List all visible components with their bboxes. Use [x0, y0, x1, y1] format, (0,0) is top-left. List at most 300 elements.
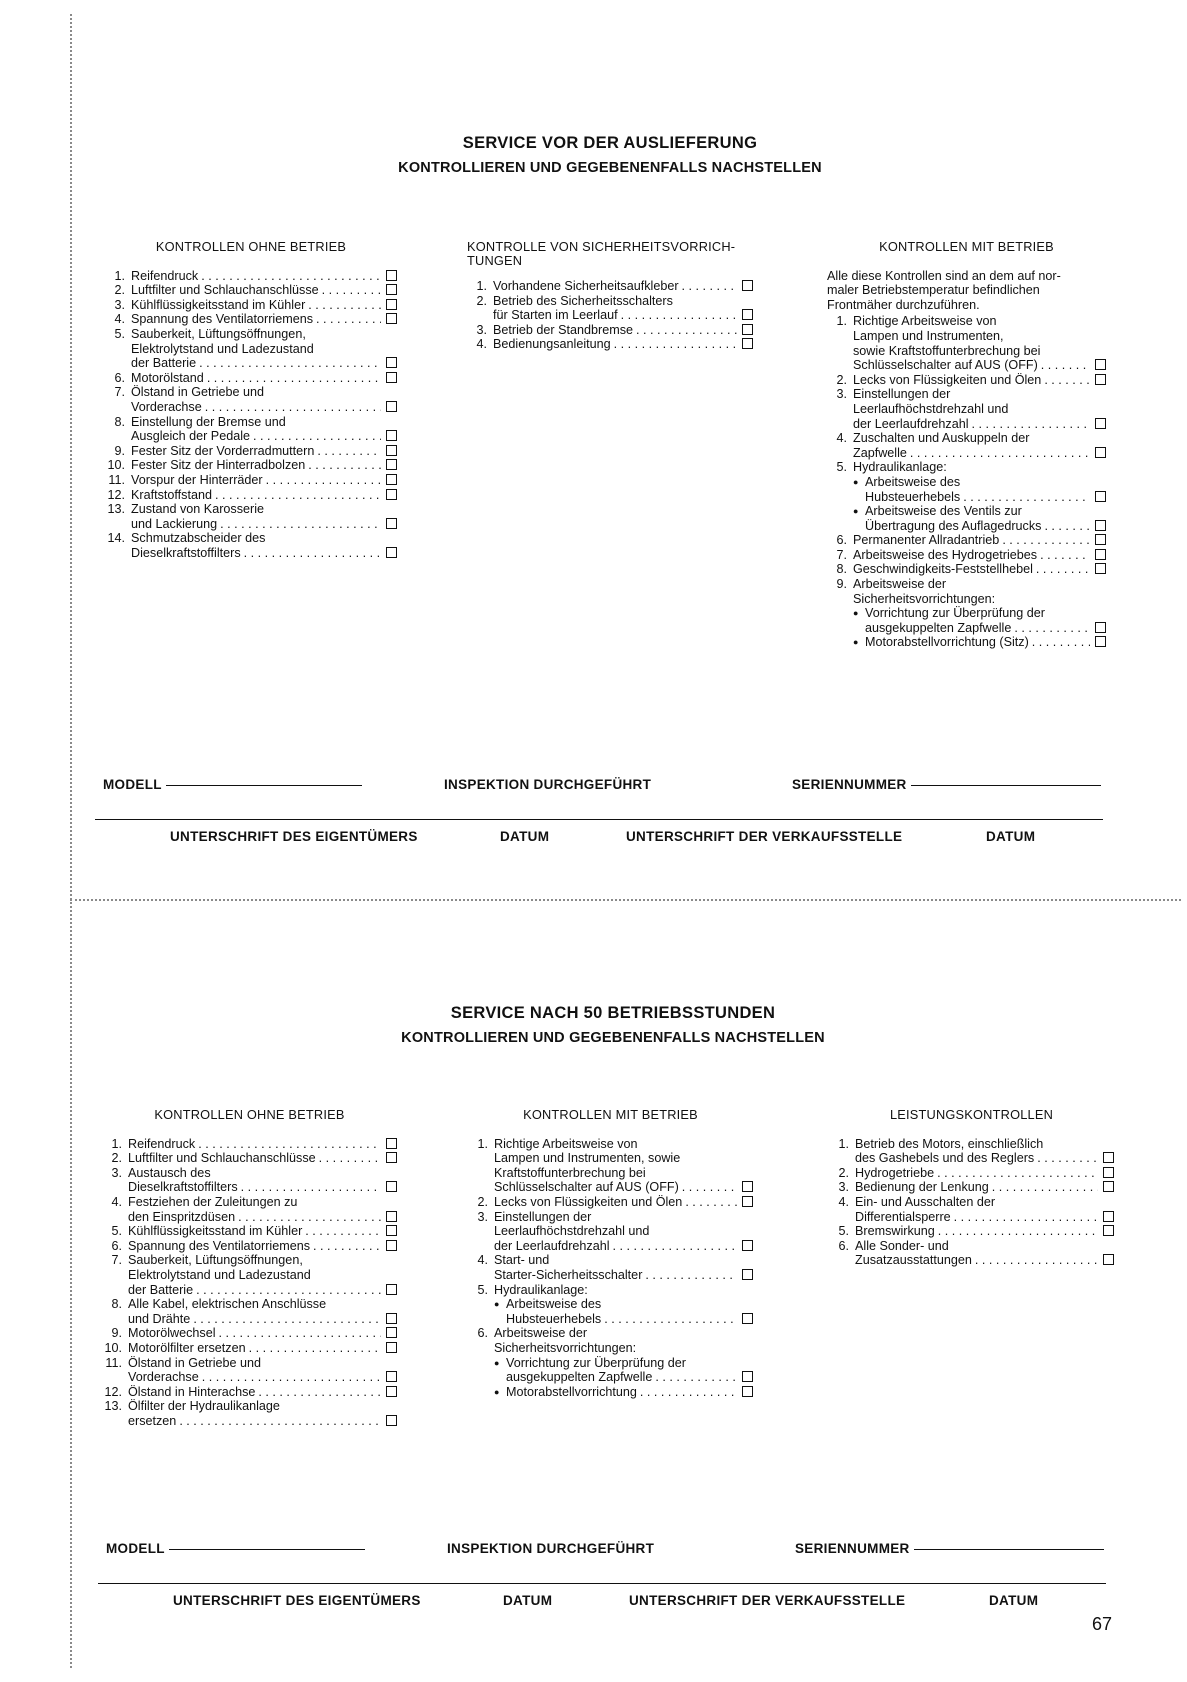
leader-dots [1044, 373, 1090, 388]
item-number: 3. [477, 1209, 488, 1224]
checkbox[interactable] [742, 324, 753, 335]
checkbox[interactable] [1095, 534, 1106, 545]
item-text: Leerlaufhöchstdrehzahl und [853, 401, 1009, 416]
checkbox[interactable] [386, 313, 397, 324]
checklist-item [105, 473, 397, 488]
checklist-item [827, 548, 1106, 563]
checkbox[interactable] [1103, 1167, 1114, 1178]
checklist-item [105, 371, 397, 386]
leader-dots [238, 1210, 381, 1225]
checklist-item [102, 1151, 397, 1166]
item-text: und Lackierung [131, 516, 218, 531]
checkbox[interactable] [742, 1371, 753, 1382]
leader-dots [308, 458, 381, 473]
item-text: Arbeitsweise des Hydrogetriebes [853, 547, 1038, 562]
checkbox[interactable] [386, 445, 397, 456]
intro-line: Alle diese Kontrollen sind an dem auf nor- [827, 268, 1061, 283]
checklist-item [105, 444, 397, 459]
item-text: den Einspritzdüsen [128, 1209, 236, 1224]
checklist-item [468, 1210, 753, 1254]
item-text: der Leerlaufdrehzahl [494, 1238, 610, 1253]
checklist-item [468, 1253, 753, 1282]
section-subtitle: KONTROLLIEREN UND GEGEBENENFALLS NACHSTELLEN [401, 1030, 825, 1046]
item-text: Sicherheitsvorrichtungen: [494, 1340, 637, 1355]
seriennummer-line [914, 1548, 1104, 1550]
leader-dots [220, 517, 381, 532]
checkbox[interactable] [386, 1138, 397, 1149]
leader-dots [317, 444, 381, 459]
checklist-item [105, 283, 397, 298]
checkbox[interactable] [386, 518, 397, 529]
checkbox[interactable] [386, 474, 397, 485]
item-text: Sauberkeit, Lüftungsöffnungen, [131, 326, 306, 341]
checkbox[interactable] [742, 1386, 753, 1397]
item-number: 1. [836, 314, 847, 329]
item-number: 9. [114, 443, 125, 458]
checklist-item [102, 1385, 397, 1400]
leader-dots [910, 446, 1090, 461]
perforation-vertical [70, 14, 72, 1668]
item-text: Luftfilter und Schlauchanschlüsse [128, 1151, 316, 1166]
bullet-item [853, 606, 1106, 635]
leader-dots [193, 1312, 381, 1327]
item-number: 13. [104, 1399, 122, 1414]
leader-dots [308, 298, 381, 313]
checkbox[interactable] [1095, 418, 1106, 429]
checklist-item [827, 562, 1106, 577]
item-number: 1. [838, 1136, 849, 1151]
item-text: Differentialsperre [855, 1209, 951, 1224]
col-heading: KONTROLLEN OHNE BETRIEB [155, 239, 347, 254]
leader-dots [313, 1239, 381, 1254]
checklist-item [105, 312, 397, 327]
checklist-item [102, 1166, 397, 1195]
checkbox[interactable] [742, 1269, 753, 1280]
leader-dots [937, 1166, 1098, 1181]
checklist-item [105, 415, 397, 444]
item-number: 8. [111, 1297, 122, 1312]
item-text: Spannung des Ventilatorriemens [131, 312, 314, 327]
checkbox[interactable] [1095, 563, 1106, 574]
checklist-item [102, 1356, 397, 1385]
leader-dots [621, 308, 737, 323]
item-text: Bedienungsanleitung [493, 337, 611, 352]
checkbox[interactable] [742, 1240, 753, 1251]
checklist-item [105, 385, 397, 414]
item-number: 14. [107, 531, 125, 546]
item-text: des Gashebels und des Reglers [855, 1151, 1035, 1166]
item-text: der Batterie [128, 1282, 194, 1297]
item-text: ausgekuppelten Zapfwelle [506, 1370, 653, 1385]
section-subtitle: KONTROLLIEREN UND GEGEBENENFALLS NACHSTELLEN [398, 160, 822, 176]
item-text: für Starten im Leerlauf [493, 308, 618, 323]
item-number: 8. [836, 562, 847, 577]
item-text: Zapfwelle [853, 445, 907, 460]
leader-dots [241, 1180, 381, 1195]
leader-dots [179, 1414, 381, 1429]
owner-signature-label: UNTERSCHRIFT DES EIGENTÜMERS [170, 829, 418, 844]
item-text: Ölstand in Getriebe und [128, 1355, 262, 1370]
item-text: Lecks von Flüssigkeiten und Ölen [494, 1194, 683, 1209]
item-number: 5. [477, 1282, 488, 1297]
checklist-item [827, 533, 1106, 548]
bullet-item [853, 504, 1106, 533]
col-heading: KONTROLLEN OHNE BETRIEB [154, 1107, 345, 1122]
item-number: 11. [105, 1355, 122, 1370]
item-number: 4. [836, 431, 847, 446]
signature-line [95, 819, 1103, 820]
item-text: Austausch des [128, 1165, 211, 1180]
item-text: Dieselkraftstoffilters [128, 1180, 238, 1195]
item-number: 4. [477, 1253, 488, 1268]
item-text: Bremswirkung [855, 1224, 935, 1239]
item-number: 2. [111, 1151, 122, 1166]
item-text: ● Motorabstellvorrichtung (Sitz) [865, 635, 1029, 650]
checkbox[interactable] [386, 401, 397, 412]
item-text: Ölstand in Hinterachse [128, 1384, 256, 1399]
item-number: 13. [107, 502, 125, 517]
checkbox[interactable] [742, 338, 753, 349]
checkbox[interactable] [386, 547, 397, 558]
checkbox[interactable] [1103, 1254, 1114, 1265]
checkbox[interactable] [386, 270, 397, 281]
leader-dots [1037, 1151, 1098, 1166]
checkbox[interactable] [386, 1211, 397, 1222]
col-heading: KONTROLLEN MIT BETRIEB [523, 1107, 698, 1122]
section-pre-delivery [95, 134, 1125, 844]
checklist-item [102, 1137, 397, 1152]
item-text: Zusatzausstattungen [855, 1253, 972, 1268]
item-number: 4. [476, 337, 487, 352]
item-text: Alle Kabel, elektrischen Anschlüsse [128, 1297, 327, 1312]
inspektion-label: INSPEKTION DURCHGEFÜHRT [444, 777, 652, 792]
seriennummer-label: SERIENNUMMER [792, 777, 907, 792]
checklist-item [468, 1195, 753, 1210]
item-text: ersetzen [128, 1413, 177, 1428]
checklist-item [102, 1297, 397, 1326]
modell-field[interactable] [103, 777, 362, 792]
item-text: Geschwindigkeits-Feststellhebel [853, 562, 1033, 577]
checklist-item [102, 1326, 397, 1341]
checkbox[interactable] [386, 459, 397, 470]
date-label: DATUM [500, 829, 550, 844]
checkbox[interactable] [1095, 491, 1106, 502]
item-text: Reifendruck [131, 268, 199, 283]
leader-dots [614, 337, 737, 352]
item-text: ● Vorrichtung zur Überprüfung der [506, 1355, 686, 1370]
item-text: Alle Sonder- und [855, 1238, 949, 1253]
item-number: 1. [114, 268, 125, 283]
item-number: 7. [114, 385, 125, 400]
item-number: 6. [477, 1326, 488, 1341]
checkbox[interactable] [1103, 1181, 1114, 1192]
item-number: 7. [111, 1253, 122, 1268]
checkbox[interactable] [386, 299, 397, 310]
modell-line [166, 784, 362, 786]
item-text: Reifendruck [128, 1136, 196, 1151]
item-text: Vorderachse [131, 399, 202, 414]
item-number: 6. [111, 1238, 122, 1253]
leader-dots [1040, 548, 1090, 563]
seriennummer-field[interactable] [792, 777, 1101, 792]
item-text: und Drähte [128, 1311, 191, 1326]
item-text: Motorölwechsel [128, 1326, 216, 1341]
leader-dots [305, 1224, 381, 1239]
leader-dots [954, 1210, 1098, 1225]
checkbox[interactable] [386, 372, 397, 383]
checklist-item [102, 1399, 397, 1428]
bullet-item [494, 1356, 753, 1385]
checklist-item [105, 269, 397, 284]
col-heading [467, 240, 753, 268]
item-text: ● Arbeitsweise des [506, 1297, 602, 1312]
checklist-item [827, 460, 1106, 533]
item-text: Kühlflüssigkeitsstand im Kühler [128, 1224, 303, 1239]
checklist-item [105, 531, 397, 560]
item-text: Ölfilter der Hydraulikanlage [128, 1399, 280, 1414]
checklist [105, 269, 397, 561]
leader-dots [201, 269, 381, 284]
leader-dots [1014, 621, 1090, 636]
checklist-item [827, 431, 1106, 460]
checkbox[interactable] [386, 430, 397, 441]
bullet-item [853, 475, 1106, 504]
item-text: Zustand von Karosserie [131, 502, 265, 517]
item-text: Übertragung des Auflagedrucks [865, 518, 1042, 533]
col-heading: LEISTUNGSKONTROLLEN [889, 1107, 1054, 1122]
item-text: Richtige Arbeitsweise von [494, 1136, 638, 1151]
checkbox[interactable] [1095, 374, 1106, 385]
col-heading-line: TUNGEN [467, 253, 523, 268]
leader-dots [682, 1180, 737, 1195]
checkbox[interactable] [386, 1371, 397, 1382]
seriennummer-label: SERIENNUMMER [795, 1541, 910, 1556]
page-number: 67 [1092, 1614, 1113, 1634]
checklist-item [467, 279, 753, 294]
intro-line: maler Betriebstemperatur befindlichen [827, 283, 1040, 298]
checkbox[interactable] [1095, 359, 1106, 370]
item-text: Elektrolytstand und Ladezustand [131, 341, 314, 356]
checkbox[interactable] [386, 1415, 397, 1426]
checkbox[interactable] [386, 1152, 397, 1163]
checkbox[interactable] [386, 284, 397, 295]
seriennummer-field[interactable] [795, 1541, 1104, 1556]
leader-dots [215, 488, 381, 503]
item-text: Arbeitsweise der [494, 1326, 588, 1341]
col-checks-without-operation [105, 240, 397, 560]
item-text: Ölstand in Getriebe und [131, 385, 265, 400]
checkbox[interactable] [386, 1240, 397, 1251]
col-checks-with-operation [468, 1108, 753, 1399]
item-number: 12. [104, 1384, 122, 1399]
checkbox[interactable] [742, 1313, 753, 1324]
item-text: Vorspur der Hinterräder [131, 472, 263, 487]
checklist-item [468, 1137, 753, 1195]
checkbox[interactable] [1103, 1225, 1114, 1236]
checkbox[interactable] [742, 1196, 753, 1207]
leader-dots [249, 1341, 381, 1356]
checkbox[interactable] [1095, 636, 1106, 647]
leader-dots [316, 312, 381, 327]
item-text: Hydrogetriebe [855, 1165, 935, 1180]
item-number: 1. [476, 279, 487, 293]
item-number: 5. [114, 326, 125, 341]
leader-dots [604, 1312, 737, 1327]
checklist-item [102, 1239, 397, 1254]
checkbox[interactable] [386, 357, 397, 368]
checklist-item [827, 387, 1106, 431]
checklist [102, 1137, 397, 1429]
item-number: 6. [838, 1238, 849, 1253]
checklist-item [105, 298, 397, 313]
checkbox[interactable] [386, 1342, 397, 1353]
leader-dots [322, 283, 381, 298]
item-number: 9. [836, 577, 847, 592]
item-number: 5. [838, 1224, 849, 1239]
item-text: Schlüsselschalter auf AUS (OFF) [494, 1180, 679, 1195]
item-text: Fester Sitz der Vorderradmuttern [131, 443, 315, 458]
leader-dots [266, 473, 381, 488]
item-text: Luftfilter und Schlauchanschlüsse [131, 283, 319, 298]
col-performance-checks [829, 1108, 1114, 1268]
checkbox[interactable] [742, 309, 753, 320]
bullet-item [494, 1297, 753, 1326]
dealer-signature-label: UNTERSCHRIFT DER VERKAUFSSTELLE [629, 1593, 906, 1608]
item-text: Betrieb der Standbremse [493, 322, 634, 337]
leader-dots [640, 1385, 737, 1400]
item-text: ● Motorabstellvorrichtung [506, 1384, 637, 1399]
leader-dots [253, 429, 381, 444]
col-intro [827, 269, 1106, 313]
item-text: Hydraulikanlage: [853, 460, 947, 475]
item-number: 2. [836, 372, 847, 387]
leader-dots [196, 1283, 381, 1298]
item-text: Lecks von Flüssigkeiten und Ölen [853, 372, 1042, 387]
item-text: Ein- und Ausschalten der [855, 1194, 996, 1209]
bullet-item [494, 1385, 753, 1400]
checkbox[interactable] [742, 280, 753, 291]
item-number: 12. [107, 487, 125, 502]
checkbox[interactable] [386, 1327, 397, 1338]
item-text: Kraftstoffstand [131, 487, 212, 502]
checkbox[interactable] [1095, 520, 1106, 531]
bullet-item [853, 635, 1106, 650]
checklist-item [829, 1137, 1114, 1166]
item-text: Betrieb des Sicherheitsschalters [493, 293, 673, 308]
item-text: Kraftstoffunterbrechung bei [494, 1165, 646, 1180]
item-text: Permanenter Allradantrieb [853, 533, 1000, 548]
perforation-horizontal [70, 899, 1181, 901]
item-text: sowie Kraftstoffunterbrechung bei [853, 343, 1041, 358]
checkbox[interactable] [1103, 1211, 1114, 1222]
item-text: ausgekuppelten Zapfwelle [865, 620, 1012, 635]
modell-field[interactable] [106, 1541, 365, 1556]
checklist-item [102, 1253, 397, 1297]
checklist [827, 314, 1106, 650]
item-number: 5. [111, 1224, 122, 1239]
item-text: Bedienung der Lenkung [855, 1180, 989, 1195]
item-number: 4. [838, 1194, 849, 1209]
date-label: DATUM [986, 829, 1036, 844]
item-text: Hydraulikanlage: [494, 1282, 588, 1297]
inspektion-label: INSPEKTION DURCHGEFÜHRT [447, 1541, 655, 1556]
checklist [829, 1137, 1114, 1268]
intro-line: Frontmäher durchzuführen. [827, 297, 980, 312]
leader-dots [1036, 562, 1090, 577]
checkbox[interactable] [1095, 447, 1106, 458]
item-number: 10. [104, 1340, 122, 1355]
checklist-item [829, 1239, 1114, 1268]
checklist-item [105, 327, 397, 371]
col-checks-with-operation [827, 240, 1106, 650]
item-number: 6. [836, 533, 847, 548]
item-text: Hubsteuerhebels [506, 1311, 602, 1326]
checklist-item [468, 1283, 753, 1327]
item-number: 3. [114, 297, 125, 312]
item-text: Leerlaufhöchstdrehzahl und [494, 1224, 650, 1239]
checklist-item [829, 1180, 1114, 1195]
item-text: Elektrolytstand und Ladezustand [128, 1267, 311, 1282]
dealer-signature-label: UNTERSCHRIFT DER VERKAUFSSTELLE [626, 829, 903, 844]
item-number: 1. [477, 1136, 488, 1151]
item-number: 2. [477, 1194, 488, 1209]
item-number: 4. [114, 312, 125, 327]
checklist-item [105, 458, 397, 473]
item-text: Arbeitsweise der [853, 577, 947, 592]
item-number: 2. [476, 293, 487, 308]
checklist-item [827, 373, 1106, 388]
checkbox[interactable] [386, 1386, 397, 1397]
item-number: 11. [108, 472, 125, 487]
checkbox[interactable] [386, 1225, 397, 1236]
item-text: Motorölstand [131, 370, 204, 385]
checkbox[interactable] [1095, 622, 1106, 633]
checkbox[interactable] [1103, 1152, 1114, 1163]
checklist-item [467, 323, 753, 338]
item-number: 5. [836, 460, 847, 475]
date-label: DATUM [503, 1593, 553, 1608]
col-safety-devices [467, 240, 753, 352]
checkbox[interactable] [386, 1181, 397, 1192]
item-text: der Leerlaufdrehzahl [853, 416, 969, 431]
item-text: Dieselkraftstoffilters [131, 545, 241, 560]
section-50-hours [98, 1004, 1128, 1608]
checklist-item [829, 1224, 1114, 1239]
item-text: ● Arbeitsweise des [865, 474, 961, 489]
item-text: Sicherheitsvorrichtungen: [853, 591, 996, 606]
checkbox[interactable] [1095, 549, 1106, 560]
item-number: 1. [111, 1136, 122, 1151]
item-number: 4. [111, 1194, 122, 1209]
checklist-item [105, 488, 397, 503]
checklist-item [105, 502, 397, 531]
item-text: Schmutzabscheider des [131, 531, 266, 546]
checkbox[interactable] [742, 1181, 753, 1192]
leader-dots [636, 323, 737, 338]
col-heading-line: KONTROLLE VON SICHERHEITSVORRICH- [467, 239, 736, 254]
checklist-item [468, 1326, 753, 1399]
item-text: Festziehen der Zuleitungen zu [128, 1194, 298, 1209]
leader-dots [975, 1253, 1098, 1268]
section-title: SERVICE VOR DER AUSLIEFERUNG [462, 134, 758, 152]
leader-dots [199, 356, 381, 371]
checkbox[interactable] [386, 489, 397, 500]
item-number: 3. [111, 1165, 122, 1180]
checkbox[interactable] [386, 1284, 397, 1295]
checklist-item [467, 294, 753, 323]
checkbox[interactable] [386, 1313, 397, 1324]
checklist-item [102, 1341, 397, 1356]
